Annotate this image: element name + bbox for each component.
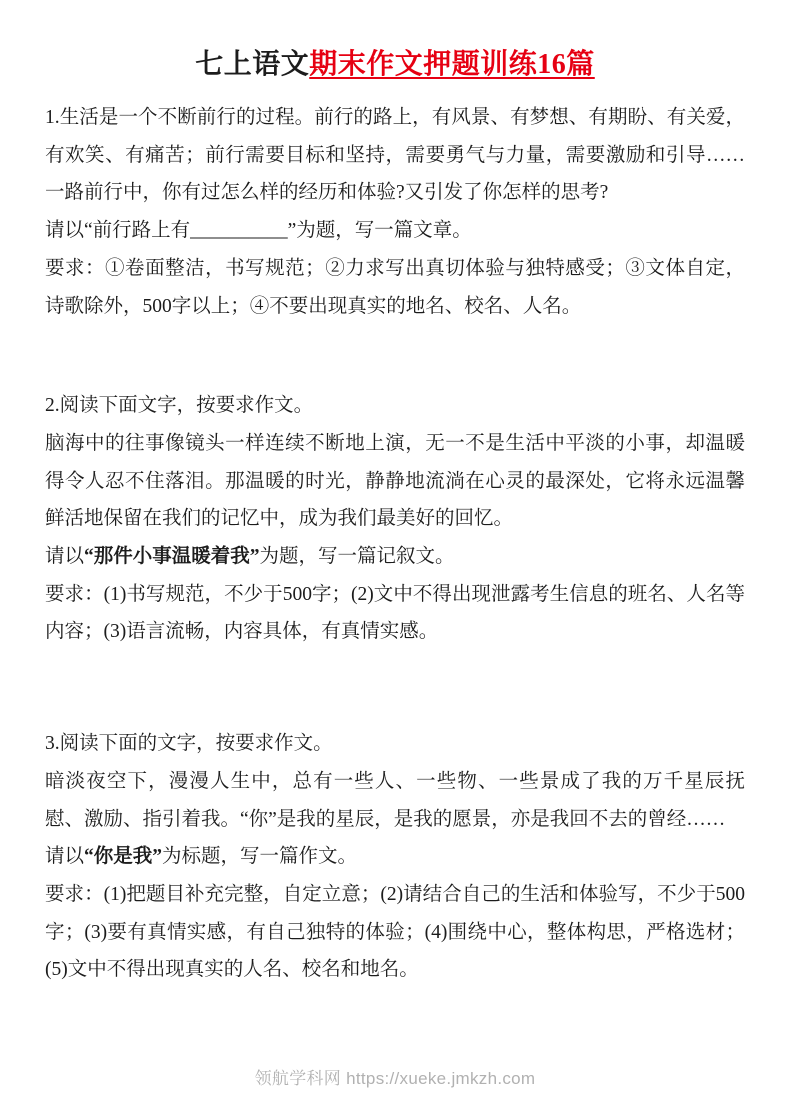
essay-prompt-1 [45, 99, 745, 325]
page-title-prefix: 七上语文 [195, 49, 310, 80]
essay-3-requirements: 要求：(1)把题目补充完整，自定立意；(2)请结合自己的生活和体验写，不少于500字；(3)要有真情实感，有自己独特的体验；(4)围绕中心，整体构思，严格选材；(5)文中不得出现真实的人名、校名和地名。 [45, 883, 745, 981]
essay-2-requirements: 要求：(1)书写规范，不少于500字；(2)文中不得出现泄露考生信息的班名、人名等内容；(3)语言流畅，内容具体，有真情实感。 [45, 583, 745, 643]
essay-3-prompt-prefix: 请以 [45, 846, 85, 868]
essay-prompt-2 [45, 387, 745, 651]
footer-watermark: 领航学科网 https://xueke.jmkzh.com [254, 1069, 536, 1088]
essay-3-intro: 3.阅读下面的文字，按要求作文。 [45, 733, 333, 755]
page-title [45, 46, 745, 84]
essay-prompt-3 [45, 725, 745, 989]
essay-1-intro: 1.生活是一个不断前行的过程。前行的路上，有风景、有梦想、有期盼、有关爱，有欢笑、有痛苦；前行需要目标和坚持，需要勇气与力量，需要激励和引导……一路前行中，你有过怎么样的经历和体验?又引发了你怎样的思考? [45, 107, 745, 204]
page-title-highlight: 期末作文押题训练16篇 [309, 49, 595, 80]
essay-1-prompt-suffix: ”为题，写一篇文章。 [287, 220, 472, 242]
essay-3-essay-title: “你是我” [84, 846, 163, 868]
essay-3-prompt [45, 838, 745, 876]
essay-2-body: 脑海中的往事像镜头一样连续不断地上演，无一不是生活中平淡的小事，却温暖得令人忍不住落泪。那温暖的时光，静静地流淌在心灵的最深处，它将永远温馨鲜活地保留在我们的记忆中，成为我们最美好的回忆。 [45, 432, 745, 530]
essay-1-prompt [45, 212, 745, 250]
essay-1-prompt-prefix: 请以“前行路上有 [45, 220, 191, 242]
essay-2-prompt [45, 538, 745, 576]
essay-3-prompt-suffix: 为标题，写一篇作文。 [162, 846, 358, 868]
essay-1-title-blank: __________ [190, 220, 288, 242]
essay-2-prompt-suffix: 为题，写一篇记叙文。 [259, 546, 455, 568]
essay-2-prompt-prefix: 请以 [45, 546, 85, 568]
essay-1-requirements: 要求：①卷面整洁，书写规范；②力求写出真切体验与独特感受；③文体自定，诗歌除外，500字以上；④不要出现真实的地名、校名、人名。 [45, 257, 745, 317]
essay-2-essay-title: “那件小事温暖着我” [84, 546, 260, 568]
essay-3-body: 暗淡夜空下，漫漫人生中，总有一些人、一些物、一些景成了我的万千星辰抚慰、激励、指引着我。“你”是我的星辰，是我的愿景，亦是我回不去的曾经…… [45, 770, 745, 830]
essay-2-intro: 2.阅读下面文字，按要求作文。 [45, 395, 314, 417]
